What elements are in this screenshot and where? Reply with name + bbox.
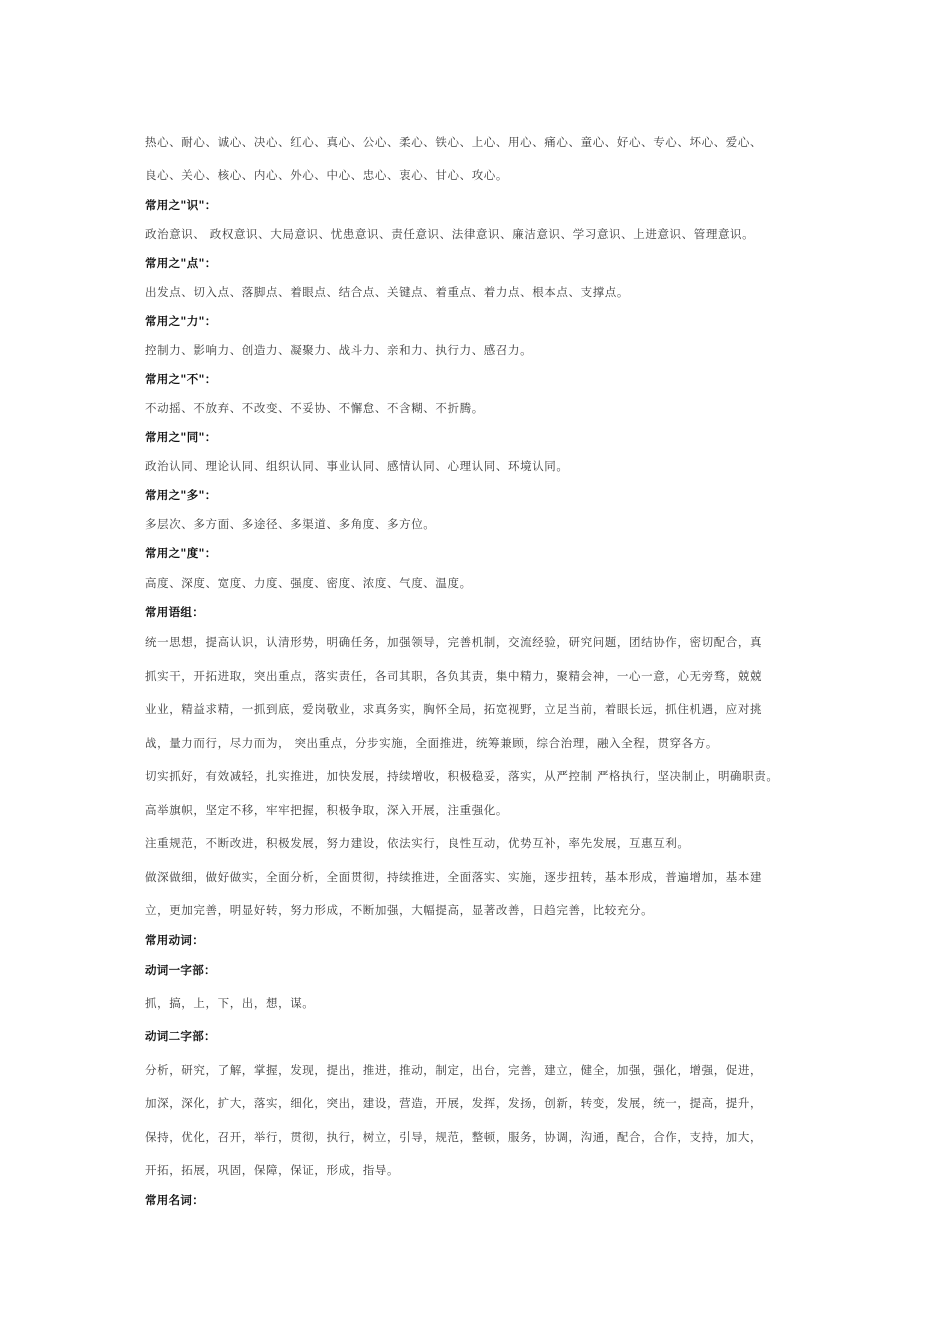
text-line: 热心、耐心、诚心、决心、红心、真心、公心、柔心、铁心、上心、用心、痛心、童心、好心、专心、坏心、爱心、 (145, 135, 763, 149)
text-line: 保持，优化，召开，举行，贯彻，执行，树立，引导，规范，整顿，服务，协调，沟通，配合，合作，支持，加大， (145, 1130, 763, 1144)
text-line: 抓，搞，上，下，出，想，谋。 (145, 996, 315, 1010)
section-heading: 常用语组： (145, 605, 204, 619)
text-line: 抓实干，开拓进取，突出重点，落实责任，各司其职，各负其责，集中精力，聚精会神，一心一意，心无旁骛，兢兢 (145, 669, 763, 683)
text-line: 高举旗帜，坚定不移，牢牢把握，积极争取，深入开展，注重强化。 (145, 803, 508, 817)
text-line: 良心、关心、核心、内心、外心、中心、忠心、衷心、甘心、攻心。 (145, 168, 508, 182)
section-heading: 常用之"多"： (145, 488, 217, 502)
text-line: 统一思想，提高认识，认清形势，明确任务，加强领导，完善机制，交流经验，研究问题，团结协作，密切配合，真 (145, 635, 763, 649)
section-heading: 常用名词： (145, 1193, 204, 1207)
text-line: 加深，深化，扩大，落实，细化，突出，建设，营造，开展，发挥，发扬，创新，转变，发展，统一，提高，提升， (145, 1096, 763, 1110)
section-heading: 常用之"不"： (145, 372, 217, 386)
section-heading: 常用动词： (145, 933, 204, 947)
text-line: 控制力、影响力、创造力、凝聚力、战斗力、亲和力、执行力、感召力。 (145, 343, 533, 357)
section-heading: 常用之"识"： (145, 198, 217, 212)
section-heading: 动词一字部： (145, 963, 216, 977)
section-heading: 动词二字部： (145, 1029, 216, 1043)
section-heading: 常用之"同"： (145, 430, 217, 444)
text-line: 注重规范，不断改进，积极发展，努力建设，依法实行，良性互动，优势互补，率先发展，互惠互利。 (145, 836, 690, 850)
text-line: 开拓，拓展，巩固，保障，保证，形成，指导。 (145, 1163, 400, 1177)
section-heading: 常用之"点"： (145, 256, 217, 270)
text-line: 政治意识、 政权意识、大局意识、忧患意识、责任意识、法律意识、廉洁意识、学习意识、上进意识、管理意识。 (145, 227, 755, 241)
text-line: 高度、深度、宽度、力度、强度、密度、浓度、气度、温度。 (145, 576, 472, 590)
text-line: 多层次、多方面、多途径、多渠道、多角度、多方位。 (145, 517, 436, 531)
text-line: 政治认同、理论认同、组织认同、事业认同、感情认同、心理认同、环境认同。 (145, 459, 569, 473)
text-line: 切实抓好，有效减轻，扎实推进，加快发展，持续增收，积极稳妥，落实，从严控制 严格执行，坚决制止，明确职责。 (145, 769, 779, 783)
text-line: 做深做细，做好做实，全面分析，全面贯彻，持续推进，全面落实、实施，逐步扭转，基本形成，普遍增加，基本建 (145, 870, 763, 884)
text-line: 出发点、切入点、落脚点、着眼点、结合点、关键点、着重点、着力点、根本点、支撑点。 (145, 285, 629, 299)
section-heading: 常用之"力"： (145, 314, 217, 328)
text-line: 战，量力而行，尽力而为， 突出重点，分步实施，全面推进，统筹兼顾，综合治理，融入全程，贯穿各方。 (145, 736, 718, 750)
section-heading: 常用之"度"： (145, 546, 217, 560)
text-line: 业业，精益求精，一抓到底，爱岗敬业，求真务实，胸怀全局，拓宽视野，立足当前，着眼长远，抓住机遇，应对挑 (145, 702, 763, 716)
text-line: 不动摇、不放弃、不改变、不妥协、不懈怠、不含糊、不折腾。 (145, 401, 484, 415)
text-line: 立，更加完善，明显好转，努力形成，不断加强，大幅提高，显著改善，日趋完善，比较充分。 (145, 903, 654, 917)
text-line: 分析，研究，了解，掌握，发现，提出，推进，推动，制定，出台，完善，建立，健全，加强，强化，增强，促进， (145, 1063, 763, 1077)
